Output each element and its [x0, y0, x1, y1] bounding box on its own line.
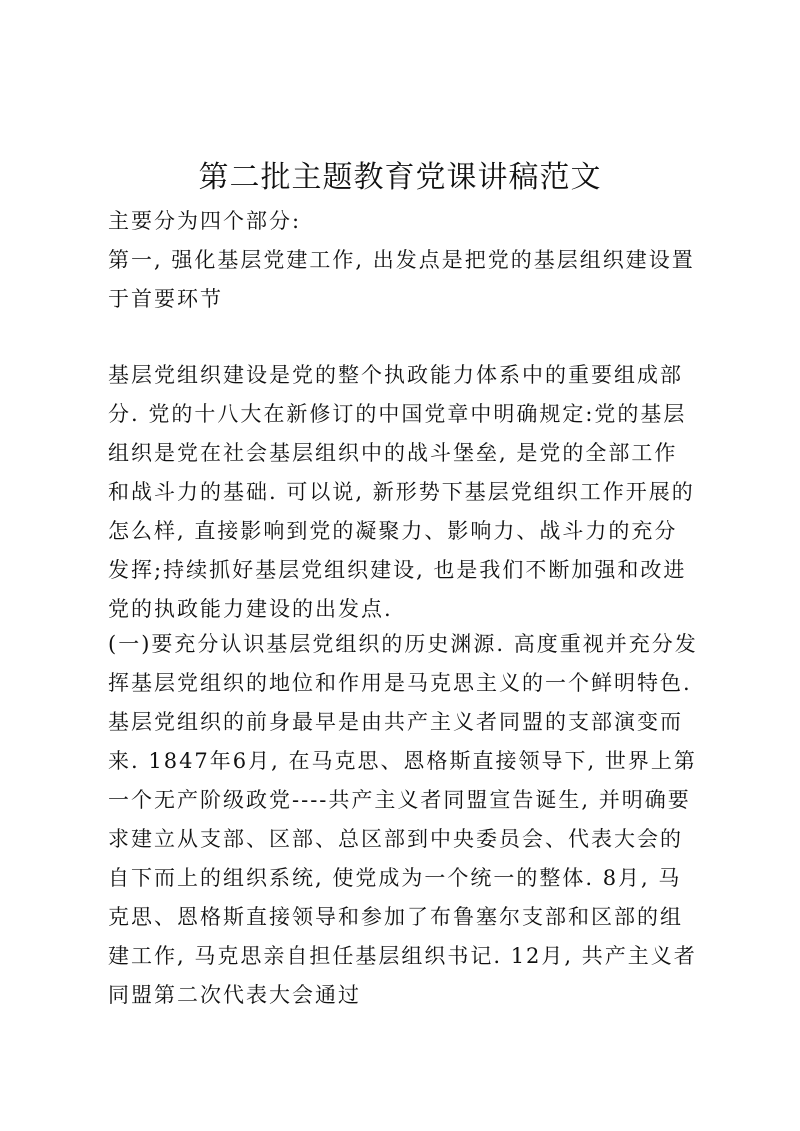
intro-line: 主要分为四个部分:: [108, 209, 302, 233]
paragraph-historical-origin: (一)要充分认识基层党组织的历史渊源. 高度重视并充分发挥基层党组织的地位和作用是马克思主义的一个鲜明特色. 基层党组织的前身最早是由共产主义者同盟的支部演变而来. 1847年6月, 在马克思、恩格斯直接领导下, 世界上第一个无产阶级政党----共产主义者同盟宣告诞生, 并明确要求建立从支部、区部、总区部到中央委员会、代表大会的自下而上的组织系统, 使党成为一个统一的整体. 8月, 马克思、恩格斯直接领导和参加了布鲁塞尔支部和区部的组建工作, 马克思亲自担任基层组织书记. 12月, 共产主义者同盟第二次代表大会通过: [108, 632, 701, 1007]
section-one-heading: 第一, 强化基层党建工作, 出发点是把党的基层组织建设置于首要环节: [108, 248, 695, 311]
document-title: 第二批主题教育党课讲稿范文: [198, 160, 602, 195]
paragraph-party-organization: 基层党组织建设是党的整个执政能力体系中的重要组成部分. 党的十八大在新修订的中国党章中明确规定:党的基层组织是党在社会基层组织中的战斗堡垒, 是党的全部工作和战斗力的基础. 可以说, 新形势下基层党组织工作开展的怎么样, 直接影响到党的凝聚力、影响力、战斗力的充分发挥;持续抓好基层党组织建设, 也是我们不断加强和改进党的执政能力建设的出发点.: [108, 363, 695, 621]
